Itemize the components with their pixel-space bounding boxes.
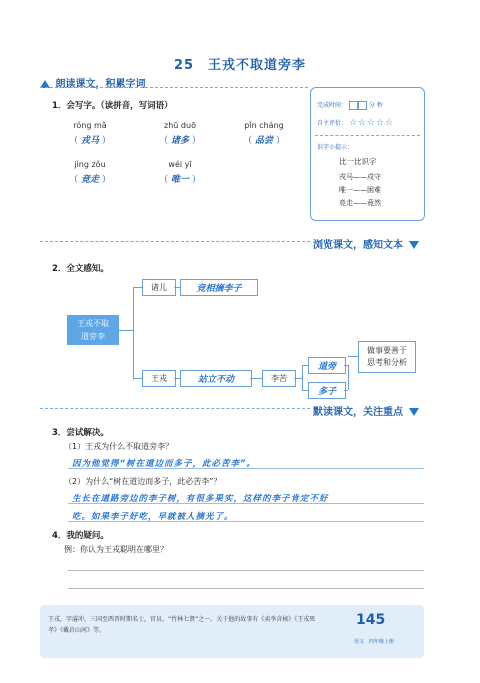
- connector: [133, 378, 142, 379]
- pair: 戎马——戍守: [339, 173, 381, 181]
- star-rating: ☆☆☆☆☆: [348, 118, 395, 128]
- question-3-label: 3．尝试解决。: [52, 428, 109, 438]
- connector: [302, 365, 303, 390]
- connector: [344, 390, 348, 391]
- eval-row: [317, 118, 394, 128]
- time-label: 完成时间：: [317, 102, 348, 109]
- question-2-label: 2．全文感知。: [52, 264, 109, 274]
- pair: 竞走——竟然: [339, 199, 381, 207]
- divider: [40, 241, 310, 242]
- section-header-browse: [313, 236, 419, 251]
- pinyin: jìng zǒu: [74, 160, 106, 169]
- answer: 竞走: [80, 175, 99, 185]
- node-answer-top: 竞相摘李子: [180, 279, 258, 296]
- footer-line: 孝》《戴岩山河》等。: [48, 627, 106, 634]
- connector: [119, 330, 133, 331]
- time-box: [349, 101, 358, 110]
- mindmap-root: 王戎不取 道旁李: [67, 315, 119, 345]
- connector: [348, 356, 358, 357]
- course-label: 语文 四年级上册: [354, 639, 395, 645]
- page-number: 145: [356, 612, 386, 628]
- sub-question-2: （2）为什么“树在道边而多子，此必苦李”？: [64, 477, 222, 486]
- node-conclusion: 做事要善于 思考和分析: [358, 341, 416, 373]
- node-answer-bottom: 站立不动: [180, 370, 252, 387]
- pinyin: wéi yī: [168, 160, 192, 169]
- divider: [315, 135, 420, 136]
- time-unit: 分 秒: [368, 102, 383, 109]
- answer-blank: （ 唯一 ）: [159, 175, 201, 185]
- pinyin: zhū duō: [164, 121, 196, 130]
- section-title: 朗读课文，积累字词: [55, 79, 146, 90]
- connector: [348, 365, 349, 390]
- triangle-down-icon: [409, 241, 419, 249]
- writing-line: [68, 570, 424, 571]
- answer: 品尝: [254, 136, 273, 146]
- connector: [133, 287, 134, 378]
- answer: 诸多: [170, 136, 189, 146]
- answer-2a: 生长在道路旁边的李子树，有很多果实，这样的李子肯定不好: [72, 494, 329, 504]
- answer: 唯一: [170, 175, 189, 185]
- time-box: [358, 101, 367, 110]
- connector: [133, 287, 142, 288]
- section-title: 浏览课文，感知文本: [313, 240, 403, 251]
- divider: [40, 408, 310, 409]
- node-liku: 李苦: [262, 370, 296, 387]
- tip-label: 识字小提示：: [317, 144, 354, 151]
- pair: 唯一——困难: [339, 186, 381, 194]
- answer-blank: （ 戎马 ）: [69, 136, 111, 146]
- example-question: 例：你认为王戎聪明在哪里？: [64, 545, 168, 554]
- node-zhuer: 诸儿: [142, 279, 176, 296]
- footer-line: 王戎，字濬冲，三国至西晋时期名士，官员，“竹林七贤”之一。关于他的故事有《卖李含核》《王戎死: [48, 616, 316, 623]
- connector: [250, 378, 262, 379]
- answer-blank: （ 诸多 ）: [159, 136, 201, 146]
- answer-blank: （ 品尝 ）: [243, 136, 285, 146]
- connector: [294, 378, 302, 379]
- section-header-silent: [313, 403, 419, 418]
- answer-blank: （ 竞走 ）: [69, 175, 111, 185]
- side-panel: [310, 87, 425, 221]
- footer-text: [48, 614, 338, 636]
- answer-1: 因为他觉得“树在道边而多子，此必苦李”。: [72, 459, 256, 469]
- eval-label: 自主评价：: [317, 120, 348, 127]
- node-wangrong: 王戎: [142, 370, 176, 387]
- answer-line: [68, 503, 424, 504]
- question-1-label: 1．会写字。（读拼音，写词语）: [52, 101, 173, 111]
- tip-title: 比一比识字: [339, 157, 377, 166]
- divider: [40, 87, 308, 88]
- page-title: 25 王戎不取道旁李: [173, 58, 307, 73]
- pinyin: pǐn cháng: [244, 121, 284, 130]
- sub-question-1: （1）王戎为什么不取道旁李？: [64, 442, 174, 451]
- writing-line: [68, 588, 424, 589]
- answer-line: [68, 521, 424, 522]
- pinyin: róng mǎ: [73, 121, 107, 130]
- node-result-b: 多子: [308, 382, 346, 399]
- question-4-label: 4．我的疑问。: [52, 531, 109, 541]
- time-row: [317, 100, 383, 110]
- section-title: 默读课文，关注重点: [313, 407, 403, 418]
- answer: 戎马: [80, 136, 99, 146]
- answer-line: [68, 468, 424, 469]
- triangle-down-icon: [409, 408, 419, 416]
- footer-note: [40, 605, 424, 658]
- answer-2b: 吃。如果李子好吃，早就被人摘光了。: [72, 512, 234, 522]
- node-result-a: 道旁: [308, 357, 346, 374]
